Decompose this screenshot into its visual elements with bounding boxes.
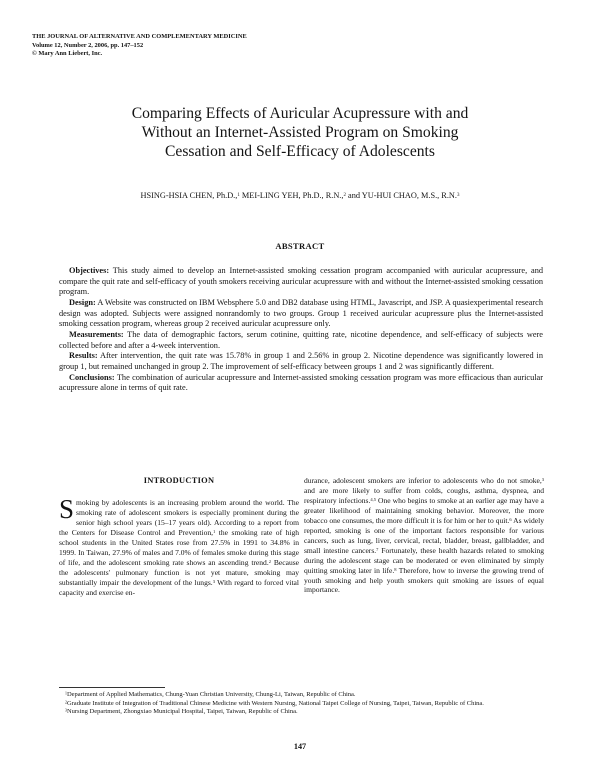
intro-text-9: Fortunately, these health hazards related to smoking during the adolescent stage can be moderated or even eliminated by simply quitting smoking later in life.	[304, 545, 545, 575]
footnote-2	[59, 700, 543, 709]
abstract-results	[59, 351, 543, 372]
footnote-3-text: Nursing Department, Zhongxiao Municipal Hospital, Taipei, Taiwan, Republic of China.	[66, 708, 298, 716]
introduction-heading: INTRODUCTION	[143, 476, 215, 485]
results-label: Results:	[69, 351, 98, 361]
journal-copyright: © Mary Ann Liebert, Inc.	[32, 50, 103, 58]
abstract-objectives	[59, 266, 543, 298]
drop-cap: S	[59, 493, 75, 524]
title-line-1: Comparing Effects of Auricular Acupressure with and	[131, 105, 469, 122]
left-column	[59, 476, 299, 597]
abstract-body	[59, 266, 543, 394]
intro-text-8: As widely reported, smoking is one of the important factors responsible for various cancers, such as lung, liver, cervical, rectal, bladder, breast, gallbladder, and small intestine cancers.	[304, 515, 544, 555]
abstract-design	[59, 298, 543, 330]
author-1-affiliation: 1	[237, 192, 240, 198]
intro-text-1: moking by adolescents is an increasing problem around the world. The smoking rate of adolescent smokers is especially prominent during the senior high school years (15–17 years old). According to a report from the Centers for Disease Control and Prevention,	[59, 497, 299, 537]
title-line-3: Cessation and Self-Efficacy of Adolescents	[165, 143, 435, 160]
citation: 3	[212, 578, 215, 584]
author-3-affiliation: 3	[456, 192, 460, 198]
results-text: After intervention, the quit rate was 15.78% in group 1 and 2.56% in group 2. Nicotine dependence was significantly lowered in group 1, but remained unchanged in group 2. The improvement of self-efficacy between groups 1 and 2 was significantly different.	[59, 351, 543, 371]
author-3: and YU-HUI CHAO, M.S., R.N.	[345, 191, 457, 200]
footnote-2-marker: 2	[65, 699, 67, 704]
measurements-label: Measurements:	[69, 329, 124, 339]
abstract-heading: ABSTRACT	[275, 241, 325, 251]
objectives-text: This study aimed to develop an Internet-assisted smoking cessation program accompanied with auricular acupressure, and compare the quit rate and self-efficacy of youth smokers receiving auricular acupressure with and without the Internet-assisted smoking cessation program.	[59, 266, 543, 297]
objectives-label: Objectives:	[69, 266, 110, 275]
title-line-2: Without an Internet-Assisted Program on Smoking	[141, 124, 459, 141]
journal-header	[32, 33, 432, 59]
page-number: 147	[293, 742, 307, 751]
design-label: Design:	[69, 297, 96, 307]
footnote-1	[59, 691, 543, 700]
footnote-3-marker: 3	[65, 708, 67, 713]
footnote-2-text: Graduate Institute of Integration of Traditional Chinese Medicine with Western Nursing, National Taipei College of Nursing, Taipei, Taiwan, Republic of China.	[66, 699, 484, 707]
article-title	[60, 104, 540, 161]
right-column	[304, 476, 544, 595]
intro-text-2: the smoking rate of high school students in the United States rose from 27.5% in 1991 to 34.8% in 1999. In Taiwan, 27.9% of males and 7.0% of females smoke during this stage of life, and the adolescent smoking rate shows an ascending trend.	[59, 527, 300, 567]
intro-text-4: With regard to forced vital capacity and exercise en-	[59, 577, 299, 597]
abstract-conclusions	[59, 373, 543, 394]
conclusions-label: Conclusions:	[69, 372, 115, 382]
footnote-1-text: Department of Applied Mathematics, Chung-Yuan Christian University, Chung-Li, Taiwan, Republic of China.	[66, 691, 356, 698]
footnote-1-marker: 1	[65, 691, 67, 696]
intro-text-3: Because the adolescents' pulmonary function is not yet mature, smoking may substantially impair the development of the lungs.	[59, 557, 300, 587]
intro-paragraph-left	[59, 493, 300, 598]
citation: 7	[376, 546, 379, 552]
intro-text-10: Therefore, how to inverse the growing trend of youth smoking and help youth smokers quit smoking are issues of equal importance.	[304, 565, 544, 595]
footnotes	[59, 691, 543, 717]
journal-volume: Volume 12, Number 2, 2006, pp. 147–152	[32, 41, 144, 49]
intro-text-5: durance, adolescent smokers are inferior to adolescents who do not smoke,	[304, 476, 542, 485]
conclusions-text: The combination of auricular acupressure and Internet-assisted smoking cessation program was more efficacious than auricular acupressure alone in terms of quit rate.	[59, 372, 543, 393]
author-1: HSING-HSIA CHEN, Ph.D.,	[140, 191, 238, 200]
intro-paragraph-right	[304, 476, 544, 595]
author-2-affiliation: 2	[343, 192, 346, 198]
design-text: A Website was constructed on IBM Websphere 5.0 and DB2 database using HTML, Javascript, and JSP. A quasiexperimental research design was adopted. Subjects were assigned nonrandomly to two groups. Group 1 received auricular acupressure plus the Internet-assisted smoking cessation program, whereas group 2 received auricular acupressure only.	[59, 297, 543, 329]
citation: 4,5	[370, 496, 377, 502]
intro-text-7: One who begins to smoke at an earlier age may have a greater likelihood of maintaining smoking behavior. Moreover, the more tobacco one consumes, the more difficult it is for him or her to quit.	[304, 495, 544, 525]
journal-name: THE JOURNAL OF ALTERNATIVE AND COMPLEMENTARY MEDICINE	[32, 33, 247, 40]
footnote-divider	[59, 687, 165, 688]
author-list	[40, 191, 560, 200]
citation: 6	[509, 516, 512, 522]
citation: 2	[268, 558, 271, 564]
citation: 3	[541, 476, 544, 482]
citation: 8	[394, 566, 397, 572]
abstract-measurements	[59, 330, 543, 351]
footnote-3	[59, 708, 543, 717]
author-2: MEI-LING YEH, Ph.D., R.N.,	[239, 191, 344, 200]
intro-text-6: and are more likely to suffer from colds, coughs, asthma, dyspnea, and respiratory infections.	[304, 485, 544, 505]
measurements-text: The data of demographic factors, serum cotinine, quitting rate, nicotine dependence, and self-efficacy of subjects were collected before and after a 4-week intervention.	[59, 329, 543, 350]
citation: 1	[213, 528, 216, 534]
